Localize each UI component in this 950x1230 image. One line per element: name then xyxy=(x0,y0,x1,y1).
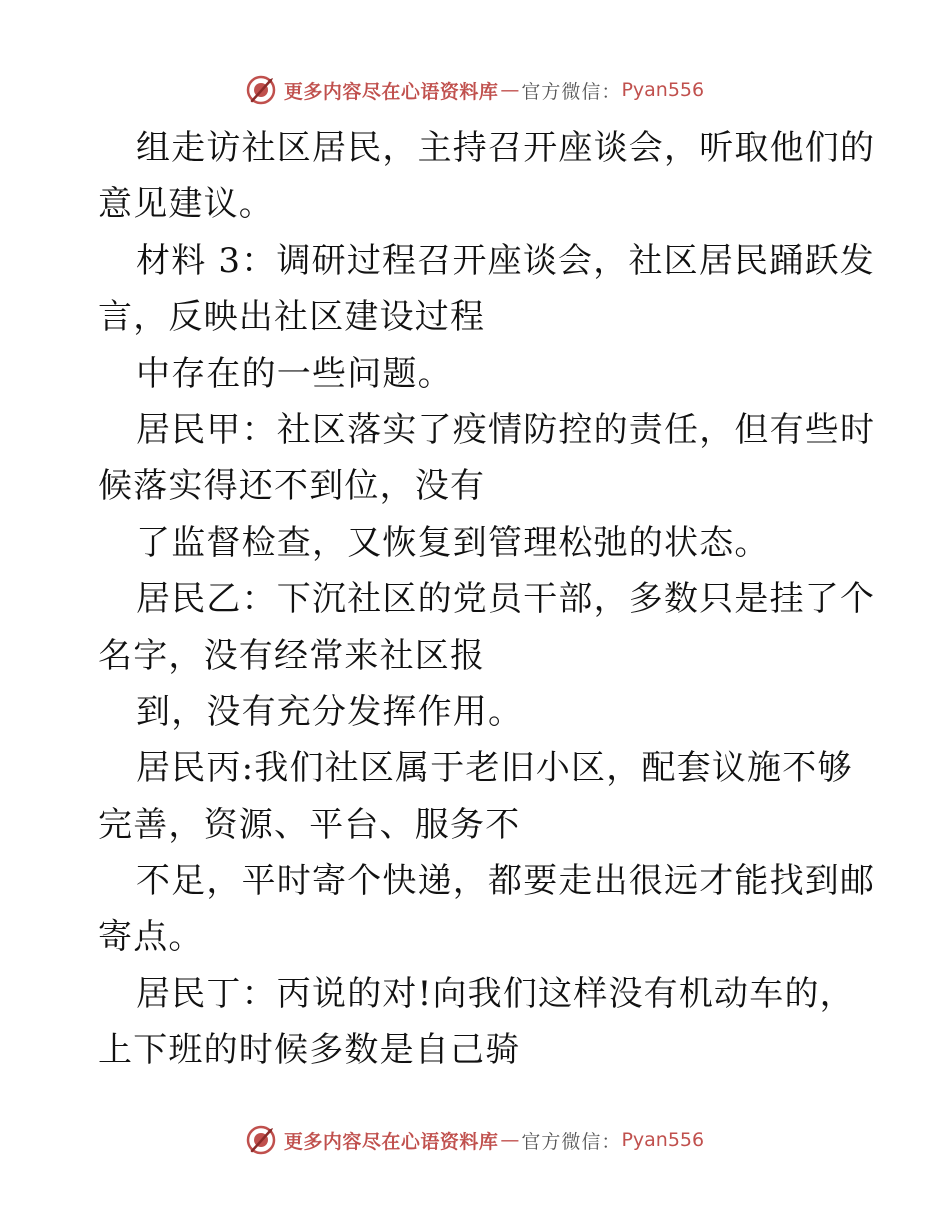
document-body xyxy=(98,120,876,1079)
body-line: 居民丁：丙说的对!向我们这样没有机动车的， xyxy=(136,973,855,1014)
quill-logo-icon xyxy=(246,75,276,105)
header-watermark xyxy=(0,70,950,110)
body-line: 上下班的时候多数是自己骑 xyxy=(98,1030,521,1071)
body-line: 材料 3：调研过程召开座谈会，社区居民踊跃发 xyxy=(136,240,875,281)
body-line: 完善，资源、平台、服务不 xyxy=(98,804,521,845)
watermark-main-text: 更多内容尽在心语资料库 xyxy=(283,1130,499,1153)
watermark-separator: — xyxy=(500,1129,520,1151)
body-line: 不足，平时寄个快递，都要走出很远才能找到邮 xyxy=(136,861,876,902)
body-line: 居民乙：下沉社区的党员干部，多数只是挂了个 xyxy=(136,579,876,620)
body-line: 名字，没有经常来社区报 xyxy=(98,635,486,676)
body-line: 居民丙:我们社区属于老旧小区，配套议施不够 xyxy=(136,748,853,789)
watermark-wechat-label: 官方微信： xyxy=(521,80,622,103)
watermark-wechat-id: Pyan556 xyxy=(621,79,705,101)
body-line: 组走访社区居民，主持召开座谈会，听取他们的 xyxy=(136,128,876,168)
watermark-wechat-id: Pyan556 xyxy=(621,1129,705,1151)
body-line: 言，反映出社区建设过程 xyxy=(98,297,486,338)
watermark-wechat-label: 官方微信： xyxy=(521,1130,622,1153)
body-line: 寄点。 xyxy=(98,917,204,958)
watermark-main-text: 更多内容尽在心语资料库 xyxy=(283,80,499,103)
body-line: 居民甲：社区落实了疫情防控的责任，但有些时 xyxy=(136,409,876,450)
body-line: 了监督检查，又恢复到管理松弛的状态。 xyxy=(136,522,770,563)
quill-logo-icon xyxy=(246,1125,276,1155)
body-line: 候落实得还不到位，没有 xyxy=(98,466,486,507)
body-line: 意见建议。 xyxy=(98,184,274,225)
body-line: 中存在的一些问题。 xyxy=(136,353,453,394)
body-line: 到，没有充分发挥作用。 xyxy=(136,691,524,732)
watermark-separator: — xyxy=(500,79,520,101)
footer-watermark xyxy=(0,1120,950,1160)
